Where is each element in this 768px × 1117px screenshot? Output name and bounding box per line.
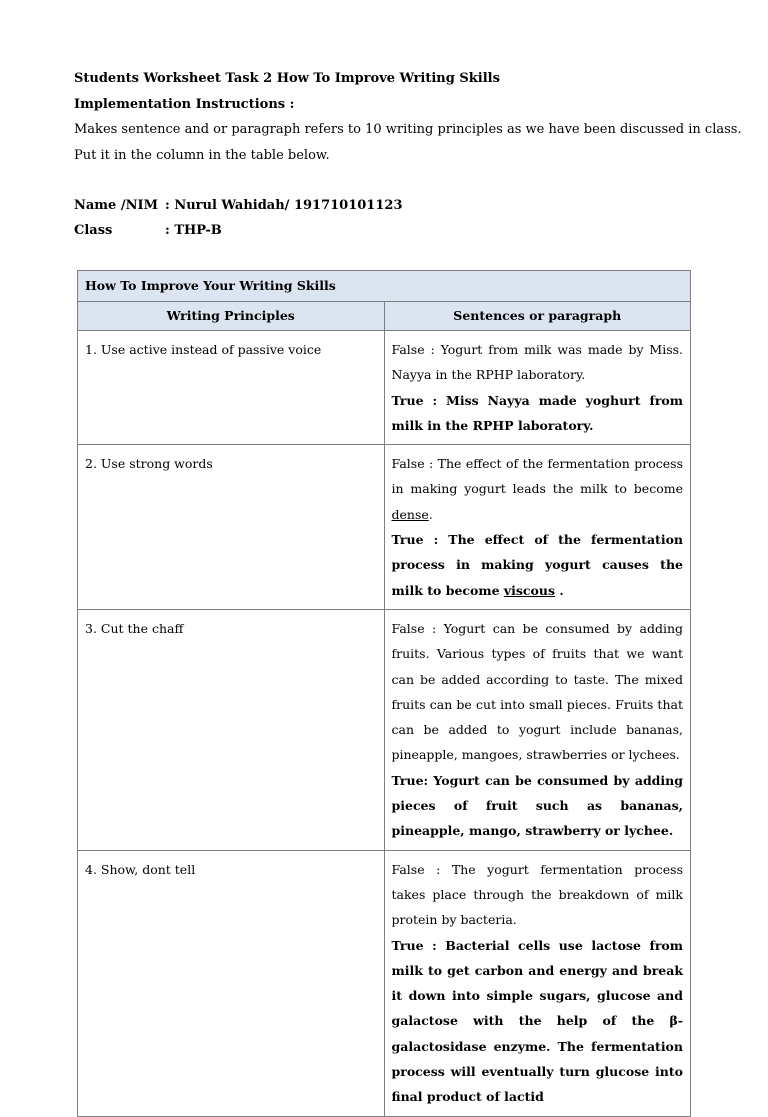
principle-cell: 2. Use strong words [78, 445, 385, 610]
principle-cell: 4. Show, dont tell [78, 850, 385, 1116]
table-row [78, 850, 691, 1116]
sentence-cell [384, 331, 691, 445]
name-value: : Nurul Wahidah/ 191710101123 [165, 198, 403, 213]
instruction-line-1: Makes sentence and or paragraph refers to 10 writing principles as we have been discussed in class. [74, 122, 742, 137]
true-example-text: True : The effect of the fermentation process in making yogurt causes the milk to become [391, 532, 683, 598]
worksheet-header [74, 66, 742, 243]
sentence-cell [384, 445, 691, 610]
instruction-line-2: Put it in the column in the table below. [74, 147, 330, 163]
writing-skills-table [77, 270, 691, 1117]
false-example: False : Yogurt from milk was made by Miss. Nayya in the RPHP laboratory. [391, 342, 683, 383]
table-title: How To Improve Your Writing Skills [78, 271, 691, 302]
instructions-heading: Implementation Instructions : [74, 96, 295, 112]
spacer [74, 168, 714, 193]
table-header-row [78, 302, 691, 331]
true-example: True: Yogurt can be consumed by adding pieces of fruit such as bananas, pineapple, mango, strawberry or lychee. [391, 772, 683, 839]
class-value: : THP-B [165, 223, 222, 238]
sentence-cell [384, 850, 691, 1116]
name-row [74, 193, 714, 218]
table-title-row [78, 271, 691, 302]
false-example-end: . [428, 506, 433, 522]
false-example: False : Yogurt can be consumed by adding fruits. Various types of fruits that we want can be added according to taste. The mixed fruits can be cut into small pieces. Fruits that can be added to yogurt include bananas, pineapple, mangoes, strawberries or lychees. [391, 620, 683, 763]
false-example [392, 451, 684, 527]
column-header-principles: Writing Principles [78, 302, 385, 331]
true-example: True : Miss Nayya made yoghurt from milk in the RPHP laboratory. [391, 392, 683, 433]
false-example-text: False : The effect of the fermentation process in making yogurt leads the milk to become [391, 456, 683, 497]
class-label: Class [74, 223, 113, 238]
table-row [78, 445, 691, 610]
underlined-word: dense [391, 506, 429, 522]
true-example [392, 527, 684, 603]
table-row [78, 609, 691, 850]
true-example-end: . [555, 582, 564, 598]
table-row [78, 331, 691, 445]
sentence-cell [384, 609, 691, 850]
worksheet-title: Students Worksheet Task 2 How To Improve Writing Skills [74, 71, 500, 86]
false-example: False : The yogurt fermentation process takes place through the breakdown of milk protein by bacteria. [391, 861, 683, 928]
principle-cell: 1. Use active instead of passive voice [78, 331, 385, 445]
column-header-sentences: Sentences or paragraph [384, 302, 691, 331]
name-label: Name /NIM [74, 198, 158, 213]
true-example: True : Bacterial cells use lactose from milk to get carbon and energy and break it down into simple sugars, glucose and galactose with the help of the β-galactosidase enzyme. The fermentation process will eventually turn glucose into final product of lactid [391, 937, 683, 1105]
principle-cell: 3. Cut the chaff [78, 609, 385, 850]
class-row [74, 218, 714, 243]
underlined-word: viscous [503, 582, 555, 598]
